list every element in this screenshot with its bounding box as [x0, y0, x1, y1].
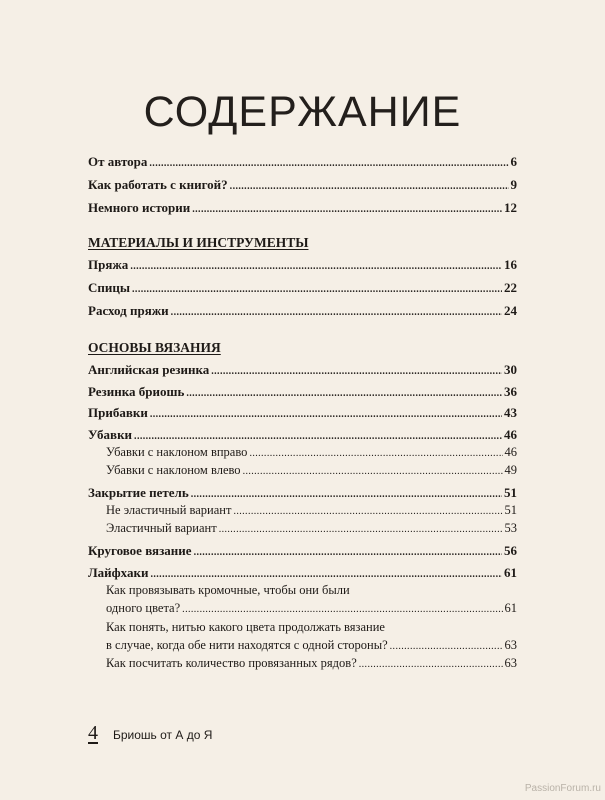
toc-entry[interactable]	[88, 405, 517, 423]
toc-subentry-line1: Как понять, нитью какого цвета продолжать вязание	[106, 620, 385, 634]
toc-entry-label: Резинка бриошь	[88, 384, 185, 399]
toc-entry-label: в случае, когда обе нити находятся с одной стороны?	[106, 638, 388, 652]
page-number: 4	[88, 722, 98, 744]
toc-subentry[interactable]	[106, 520, 517, 538]
page-title: СОДЕРЖАНИЕ	[143, 88, 462, 136]
watermark: PassionForum.ru	[524, 783, 601, 794]
toc-entry-label: Убавки	[88, 427, 133, 442]
toc-entry-page: 49	[504, 463, 517, 477]
leader-dots	[186, 384, 502, 402]
toc-entry-page: 30	[504, 362, 517, 377]
toc-entry-page: 36	[504, 384, 517, 399]
leader-dots	[359, 655, 503, 673]
toc-entry[interactable]	[88, 200, 517, 218]
toc-entry-label: одного цвета?	[106, 601, 181, 615]
toc-entry-label: Лайфхаки	[88, 565, 149, 580]
leader-dots	[230, 177, 509, 195]
toc-entry-label: Спицы	[88, 280, 131, 295]
toc-entry-page: 63	[504, 656, 517, 670]
toc-entry-page: 22	[504, 280, 517, 295]
toc-entry-page: 51	[504, 485, 517, 500]
toc-entry[interactable]	[88, 565, 517, 583]
leader-dots	[182, 600, 502, 618]
toc-entry-page: 46	[504, 427, 517, 442]
toc-subentry[interactable]	[106, 600, 517, 618]
toc-entry-page: 61	[504, 601, 517, 615]
toc-entry-label: Не эластичный вариант	[106, 503, 232, 517]
toc-entry-page: 16	[504, 257, 517, 272]
toc-entry[interactable]	[88, 177, 517, 195]
toc-entry-page: 53	[504, 521, 517, 535]
leader-dots	[149, 154, 508, 172]
toc-subentry[interactable]	[106, 462, 517, 480]
toc-entry-label: От автора	[88, 154, 148, 169]
toc-entry-page: 61	[504, 565, 517, 580]
toc-entry[interactable]	[88, 485, 517, 503]
leader-dots	[211, 362, 502, 380]
leader-dots	[233, 502, 502, 520]
leader-dots	[219, 520, 503, 538]
toc-entry-page: 51	[504, 503, 517, 517]
running-footer-title: Бриошь от А до Я	[113, 728, 213, 742]
toc-entry-label: Закрытие петель	[88, 485, 189, 500]
toc-entry-page: 46	[504, 445, 517, 459]
toc-entry-label: Убавки с наклоном вправо	[106, 445, 248, 459]
toc-entry-label: Пряжа	[88, 257, 129, 272]
toc-entry-page: 6	[510, 154, 517, 169]
leader-dots	[192, 200, 502, 218]
toc-entry-page: 9	[510, 177, 517, 192]
toc-entry[interactable]	[88, 303, 517, 321]
toc-entry[interactable]	[88, 257, 517, 275]
leader-dots	[243, 462, 503, 480]
toc-entry-page: 12	[504, 200, 517, 215]
toc-subentry[interactable]	[106, 502, 517, 520]
toc-entry-page: 63	[504, 638, 517, 652]
leader-dots	[194, 543, 502, 561]
leader-dots	[191, 485, 502, 503]
leader-dots	[150, 565, 502, 583]
toc-entry-page: 43	[504, 405, 517, 420]
toc-subentry[interactable]	[106, 655, 517, 673]
leader-dots	[130, 257, 502, 275]
leader-dots	[390, 637, 503, 655]
toc-entry-label: Как работать с книгой?	[88, 177, 228, 192]
toc-subentry[interactable]	[106, 444, 517, 462]
toc-entry[interactable]	[88, 427, 517, 445]
toc-entry[interactable]	[88, 280, 517, 298]
leader-dots	[171, 303, 502, 321]
leader-dots	[134, 427, 502, 445]
toc-entry[interactable]	[88, 543, 517, 561]
leader-dots	[132, 280, 502, 298]
toc-entry-label: Расход пряжи	[88, 303, 169, 318]
toc-entry[interactable]	[88, 362, 517, 380]
toc-subentry[interactable]	[106, 637, 517, 655]
toc-entry-label: Круговое вязание	[88, 543, 192, 558]
toc-entry[interactable]	[88, 384, 517, 402]
section-heading: ОСНОВЫ ВЯЗАНИЯ	[88, 340, 221, 355]
toc-entry-label: Немного истории	[88, 200, 191, 215]
toc-entry-label: Убавки с наклоном влево	[106, 463, 241, 477]
toc-subentry-line1: Как провязывать кромочные, чтобы они были	[106, 583, 350, 597]
toc-entry-page: 56	[504, 543, 517, 558]
toc-entry-page: 24	[504, 303, 517, 318]
toc-entry-label: Английская резинка	[88, 362, 210, 377]
leader-dots	[150, 405, 502, 423]
section-heading: МАТЕРИАЛЫ И ИНСТРУМЕНТЫ	[88, 235, 309, 250]
toc-entry-label: Эластичный вариант	[106, 521, 217, 535]
toc-entry-label: Как посчитать количество провязанных рядов?	[106, 656, 357, 670]
leader-dots	[249, 444, 502, 462]
toc-entry[interactable]	[88, 154, 517, 172]
toc-entry-label: Прибавки	[88, 405, 148, 420]
